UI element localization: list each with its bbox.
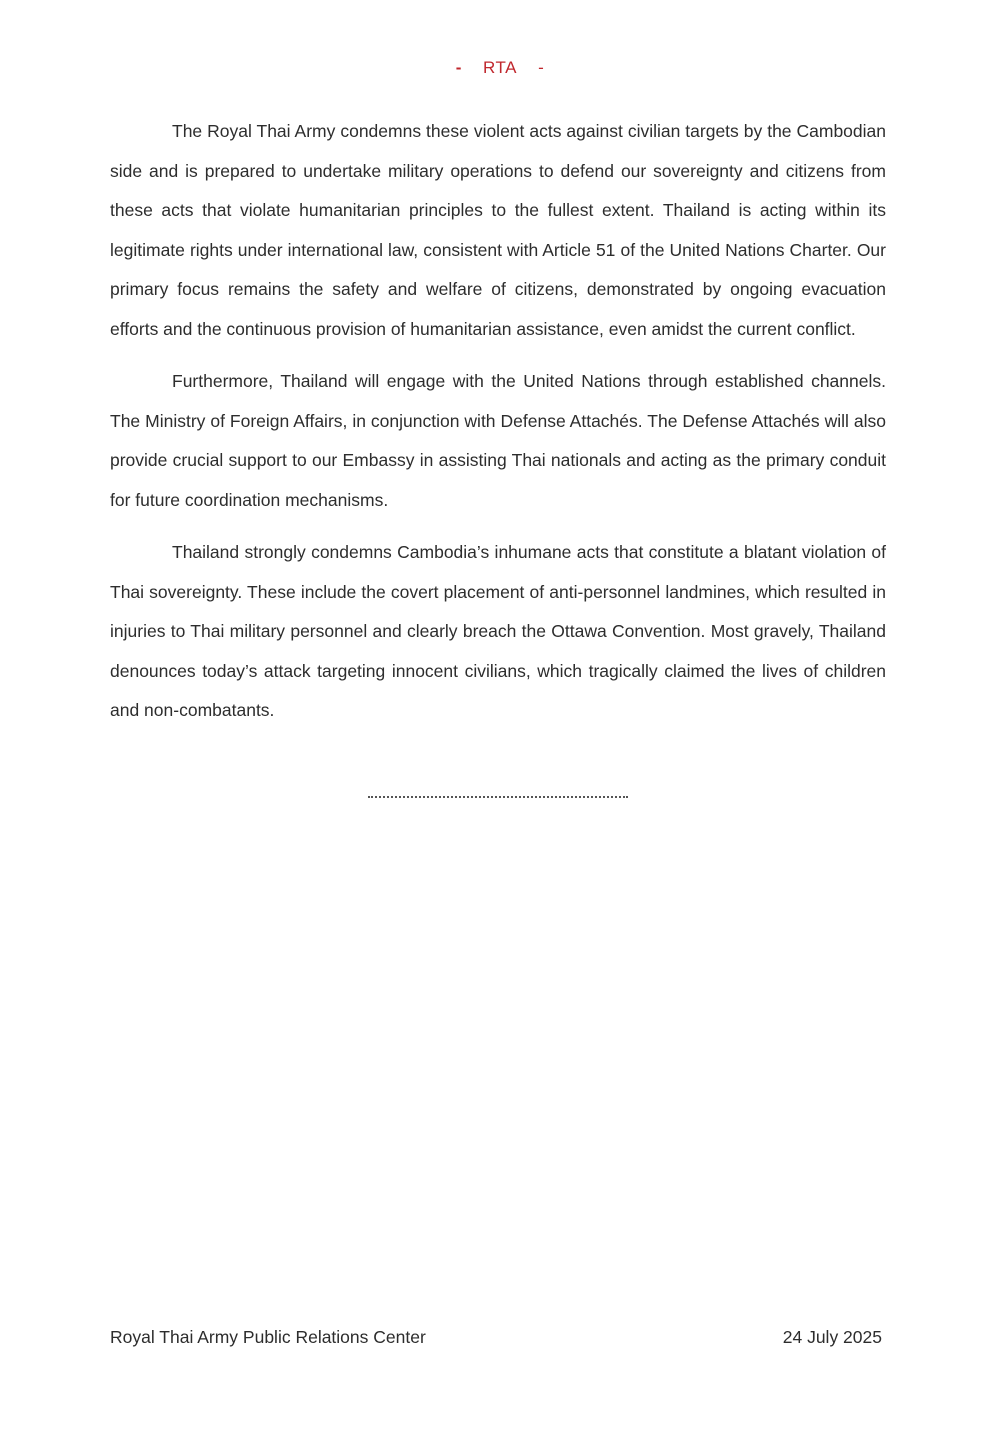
footer-date: 24 July 2025 <box>782 1327 882 1347</box>
dotted-separator <box>368 796 628 798</box>
statement-body <box>110 112 886 744</box>
paragraph-united-nations: Furthermore, Thailand will engage with the United Nations through established channels. The Ministry of Foreign Affairs, in conjunction with Defense Attachés. The Defense Attachés will also provide crucial support to our Embassy in assisting Thai nationals and acting as the primary conduit for future coordination mechanisms. <box>110 371 886 510</box>
paragraph-sovereignty: Thailand strongly condemns Cambodia’s inhumane acts that constitute a blatant violation of Thai sovereignty. These include the covert placement of anti-personnel landmines, which resulted in injuries to Thai military personnel and clearly breach the Ottawa Convention. Most gravely, Thailand denounces today’s attack targeting innocent civilians, which tragically claimed the lives of children and non-combatants. <box>110 542 886 720</box>
document-header <box>0 58 1000 78</box>
header-code: RTA <box>483 58 517 77</box>
footer-organization: Royal Thai Army Public Relations Center <box>110 1327 426 1347</box>
paragraph-condemnation: The Royal Thai Army condemns these violent acts against civilian targets by the Cambodian side and is prepared to undertake military operations to defend our sovereignty and citizens from these acts that violate humanitarian principles to the fullest extent. Thailand is acting within its legitimate rights under international law, consistent with Article 51 of the United Nations Charter. Our primary focus remains the safety and welfare of citizens, demonstrated by ongoing evacuation efforts and the continuous provision of humanitarian assistance, even amidst the current conflict. <box>110 121 886 339</box>
header-dash-right: - <box>538 58 545 77</box>
header-dash-left: - <box>455 58 462 77</box>
